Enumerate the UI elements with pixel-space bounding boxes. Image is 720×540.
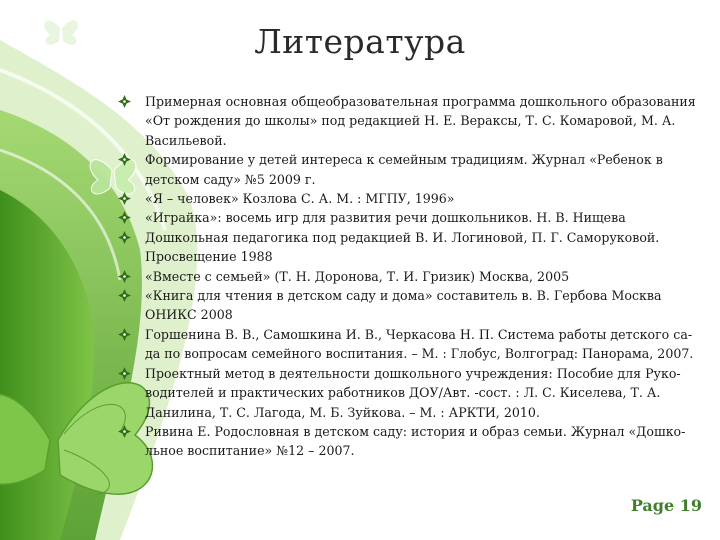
list-item [118, 267, 703, 286]
reference-text: Дошкольная педагогика под редакцией В. И. Логиновой, П. Г. Саморуковой. Просвещение 1988 [145, 229, 660, 265]
reference-text: «Играйка»: восемь игр для развития речи дошкольников. Н. В. Нищева [145, 210, 626, 226]
list-item [118, 422, 703, 461]
reference-text: «Вместе с семьей» (Т. Н. Доронова, Т. И. Гризик) Москва, 2005 [145, 268, 570, 284]
list-item [118, 208, 703, 227]
diamond-leaf-bullet-icon [118, 231, 131, 244]
list-item [118, 150, 703, 189]
list-item [118, 92, 703, 150]
diamond-leaf-bullet-icon [118, 328, 131, 341]
diamond-leaf-bullet-icon [118, 211, 131, 224]
slide-title: Литература [254, 22, 466, 61]
reference-text: Проектный метод в деятельности дошкольного учреждения: Пособие для Руко-водителей и практических работников ДОУ/Авт. -сост. : Л. С. Киселева, Т. А. Данилина, Т. С. Лагода, М. Б. Зуйкова. – М. : АРКТИ, 2010. [145, 365, 681, 420]
reference-text: Формирование у детей интереса к семейным традициям. Журнал «Ребенок в детском саду» №5 2009 г. [145, 152, 663, 187]
diamond-leaf-bullet-icon [118, 95, 131, 108]
diamond-leaf-bullet-icon [118, 289, 131, 302]
reference-text: «Я – человек» Козлова С. А. М. : МГПУ, 1996» [145, 191, 455, 207]
diamond-leaf-bullet-icon [118, 367, 131, 380]
reference-text: Примерная основная общеобразовательная программа дошкольного образования «От рождения до школы» под редакцией Н. Е. Вераксы, Т. С. Комаровой, М. А. Васильевой. [145, 94, 696, 148]
diamond-leaf-bullet-icon [118, 270, 131, 283]
references-list [118, 92, 703, 461]
diamond-leaf-bullet-icon [118, 192, 131, 205]
page-number: Page 19 [630, 496, 702, 515]
diamond-leaf-bullet-icon [118, 153, 131, 166]
reference-text: «Книга для чтения в детском саду и дома» составитель в. В. Гербова Москва ОНИКС 2008 [145, 288, 662, 323]
list-item [118, 325, 703, 364]
list-item [118, 364, 703, 422]
list-item [118, 286, 703, 325]
list-item [118, 228, 703, 267]
list-item [118, 189, 703, 208]
reference-text: Ривина Е. Родословная в детском саду: история и образ семьи. Журнал «Дошко-льное воспитание» №12 – 2007. [145, 423, 686, 459]
diamond-leaf-bullet-icon [118, 425, 131, 438]
reference-text: Горшенина В. В., Самошкина И. В., Черкасова Н. П. Система работы детского са-да по вопросам семейного воспитания. – М. : Глобус, Волгоград: Панорама, 2007. [145, 326, 694, 362]
